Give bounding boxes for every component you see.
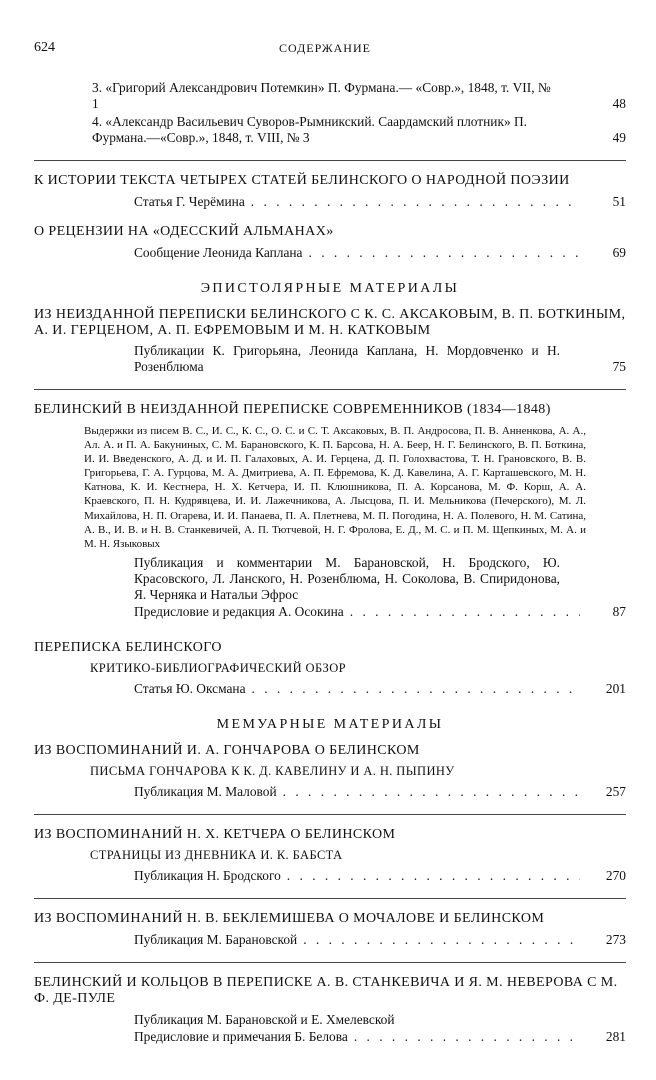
entry-title[interactable]: ИЗ НЕИЗДАННОЙ ПЕРЕПИСКИ БЕЛИНСКОГО С К. С. АКСАКОВЫМ, В. П. БОТКИНЫМ, А. И. ГЕРЦЕНОМ, А. П. ЕФРЕМОВЫМ И М. Н. КАТКОВЫМ [34, 307, 626, 338]
entry-title[interactable]: ИЗ ВОСПОМИНАНИЙ Н. В. БЕКЛЕМИШЕВА О МОЧАЛОВЕ И БЕЛИНСКОМ [34, 910, 545, 926]
item-page: 49 [612, 130, 626, 145]
entry-title[interactable]: ИЗ ВОСПОМИНАНИЙ И. А. ГОНЧАРОВА О БЕЛИНСКОМ [34, 742, 420, 758]
leader-dots [354, 1028, 580, 1045]
entry-page: 69 [612, 245, 626, 260]
entry-editor: Предисловие и редакция А. Осокина [134, 603, 344, 619]
leader-dots [251, 193, 580, 210]
divider [34, 898, 626, 899]
entry-line [134, 931, 626, 948]
entry-publication [134, 343, 626, 375]
leader-dots [303, 931, 580, 948]
entry-page: 270 [605, 867, 626, 883]
publication-text: Публикации К. Григорьяна, Леонида Каплана, Н. Мордовченко и Н. Розенблюма [134, 343, 560, 374]
entry-subtitle: КРИТИКО-БИБЛИОГРАФИЧЕСКИЙ ОБЗОР [90, 660, 346, 675]
leader-dots [350, 603, 580, 620]
entry-author: Публикация М. Маловой [134, 783, 277, 799]
entry-page: 257 [605, 783, 626, 799]
entry-line [134, 193, 626, 210]
section-heading: ЭПИСТОЛЯРНЫЕ МАТЕРИАЛЫ [200, 281, 460, 296]
entry-title[interactable]: ПЕРЕПИСКА БЕЛИНСКОГО [34, 639, 222, 655]
top-items [92, 80, 626, 146]
running-title: СОДЕРЖАНИЕ [279, 41, 371, 55]
publication-text: Публикация и комментарии М. Барановской, Н. Бродского, Ю. Красовского, Л. Ланского, Н. Розенблюма, Н. Соколова, В. Спиридонова, Я. Черняка и Натальи Эфрос [134, 554, 560, 602]
entry-page: 201 [605, 680, 626, 696]
entry-title[interactable]: К ИСТОРИИ ТЕКСТА ЧЕТЫРЕХ СТАТЕЙ БЕЛИНСКОГО О НАРОДНОЙ ПОЭЗИИ [34, 173, 570, 188]
leader-dots [283, 783, 580, 800]
entry-title[interactable]: О РЕЦЕНЗИИ НА «ОДЕССКИЙ АЛЬМАНАХ» [34, 224, 334, 239]
entry-page: 51 [612, 194, 626, 209]
entry-page: 87 [612, 603, 626, 619]
entry-editor: Предисловие и примечания Б. Белова [134, 1028, 348, 1044]
divider [34, 160, 626, 161]
item-text: 4. «Александр Васильевич Суворов-Рымникский. Саардамский плотник» П. Фурмана.—«Совр.», 1848, т. VIII, № 3 [92, 114, 528, 145]
entry-line [134, 680, 626, 697]
section-heading: МЕМУАРНЫЕ МАТЕРИАЛЫ [216, 716, 444, 732]
entry-author: Публикация Н. Бродского [134, 867, 281, 883]
page-header [34, 40, 616, 60]
list-item[interactable] [92, 114, 626, 146]
entry-author: Сообщение Леонида Каплана [134, 245, 303, 260]
leader-dots [309, 244, 580, 261]
page-number: 624 [34, 40, 55, 55]
entry-title[interactable]: БЕЛИНСКИЙ В НЕИЗДАННОЙ ПЕРЕПИСКЕ СОВРЕМЕННИКОВ (1834—1848) [34, 402, 551, 417]
entry-page: 281 [605, 1028, 626, 1044]
entry-subtitle: СТРАНИЦЫ ИЗ ДНЕВНИКА И. К. БАБСТА [90, 847, 343, 862]
list-item[interactable] [92, 80, 626, 112]
entry-line [134, 603, 626, 620]
entry-author: Публикация М. Барановской [134, 931, 298, 947]
entry-page: 273 [605, 931, 626, 947]
divider [34, 814, 626, 815]
toc-content [34, 80, 626, 1045]
entry-author: Статья Г. Черёмина [134, 194, 245, 209]
entry-line [134, 783, 626, 800]
divider [34, 962, 626, 963]
entry-line [134, 1011, 626, 1028]
entry-author: Статья Ю. Оксмана [134, 680, 246, 696]
leader-dots [252, 680, 580, 697]
entry-title[interactable]: ИЗ ВОСПОМИНАНИЙ Н. Х. КЕТЧЕРА О БЕЛИНСКОМ [34, 826, 396, 842]
item-text: 3. «Григорий Александрович Потемкин» П. Фурмана.— «Совр.», 1848, т. VII, № 1 [92, 80, 551, 111]
entry-author: Публикация М. Барановской и Е. Хмелевской [134, 1011, 395, 1027]
divider [34, 389, 626, 390]
entry-page: 75 [612, 359, 626, 374]
leader-dots [287, 867, 580, 884]
entry-title[interactable]: БЕЛИНСКИЙ И КОЛЬЦОВ В ПЕРЕПИСКЕ А. В. СТАНКЕВИЧА И Я. М. НЕВЕРОВА С М. Ф. ДЕ-ПУЛЕ [34, 974, 618, 1006]
item-page: 48 [612, 96, 626, 111]
entry-note: Выдержки из писем В. С., И. С., К. С., О. С. и С. Т. Аксаковых, В. П. Андросова, П. В. Анненкова, А. А., Ал. А. и П. А. Бакуниных, С. М. Барановского, К. П. Барсова, Н. А. Беер, Н. Г. Белинского, В. П. Боткина, И. И. Введенского, А. Д. и И. П. Галаховых, А. И. Герцена, Д. П. Голохвастова, Т. Н. Грановского, В. В. Григорьева, Г. А. Гурцова, М. А. Дмитриева, А. П. Ефремова, К. Д. Кавелина, А. Г. Карташевского, М. Н. Катнова, К. И. Кестнера, Н. Х. Кетчера, И. П. Клюшникова, П. А. Корсанова, М. Ф. Корш, А. А. Краевского, П. Н. Кудрявцева, И. И. Лажечникова, А. Лысцова, П. И. Мельникова (Печерского), М. Л. Михайлова, Н. П. Огарева, И. И. Панаева, П. А. Плетнева, М. П. Погодина, Н. А. Полевого, Н. М. Сатина, А. В., И. В. и Н. В. Станкевичей, А. П. Тютчевой, Н. Г. Фролова, Е. Д., М. С. и П. М. Щепкиных, М. А. и М. Н. Языковых [84, 425, 586, 550]
entry-line [134, 244, 626, 261]
entry-line [134, 1028, 626, 1045]
entry-line [134, 867, 626, 884]
entry-publication [134, 555, 626, 603]
entry-subtitle: ПИСЬМА ГОНЧАРОВА К К. Д. КАВЕЛИНУ И А. Н. ПЫПИНУ [90, 763, 455, 778]
